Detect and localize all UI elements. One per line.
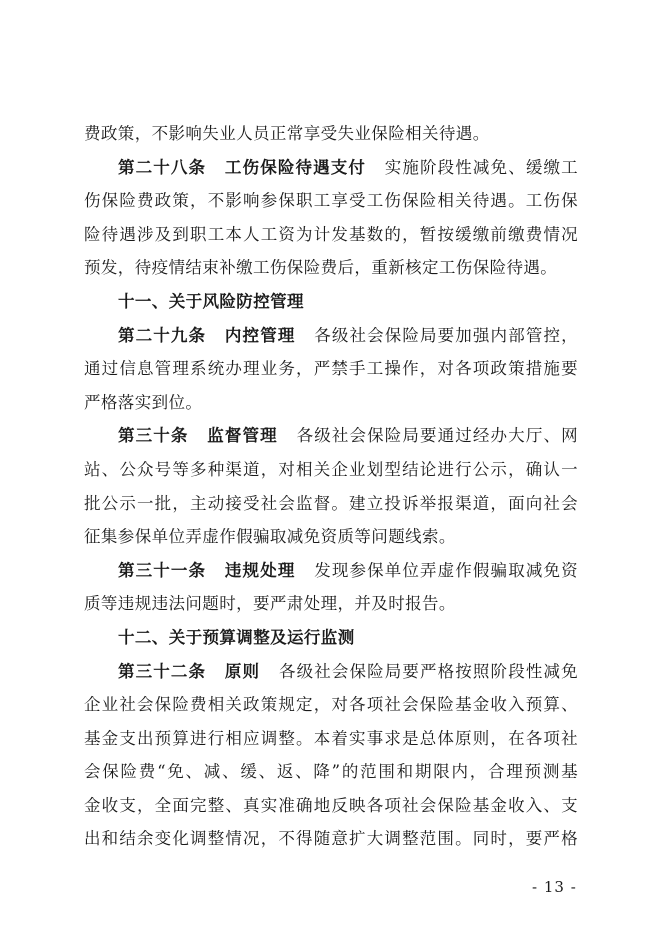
article-subtitle: 监督管理 xyxy=(206,426,278,446)
paragraph-line xyxy=(84,218,578,252)
paragraph-text: 基金支出预算进行相应调整。本着实事求是总体原则，在各项社 xyxy=(84,728,578,748)
article-text: 发现参保单位弄虚作假骗取减免资 xyxy=(313,560,579,580)
paragraph-line xyxy=(84,487,578,521)
paragraph-text: 严格落实到位。 xyxy=(84,392,203,412)
paragraph-line xyxy=(84,117,578,151)
document-body xyxy=(84,117,578,856)
paragraph-text: 伤保险费政策，不影响参保职工享受工伤保险相关待遇。工伤保 xyxy=(84,191,578,211)
paragraph-line xyxy=(84,722,578,756)
article-text: 各级社会保险局要严格按照阶段性减免 xyxy=(278,661,578,681)
paragraph-line xyxy=(84,688,578,722)
paragraph-text: 险待遇涉及到职工本人工资为计发基数的，暂按缓缴前缴费情况 xyxy=(84,224,578,244)
paragraph-text: 预发，待疫情结束补缴工伤保险费后，重新核定工伤保险待遇。 xyxy=(84,258,558,278)
paragraph-text: 出和结余变化调整情况，不得随意扩大调整范围。同时，要严格 xyxy=(84,829,578,849)
paragraph-text: 批公示一批，主动接受社会监督。建立投诉举报渠道，面向社会 xyxy=(84,493,578,513)
paragraph-text: 企业社会保险费相关政策规定，对各项社会保险基金收入预算、 xyxy=(84,695,578,715)
article-text: 各级社会保险局要通过经办大厅、网 xyxy=(295,426,578,446)
article-line xyxy=(84,151,578,185)
paragraph-text: 费政策，不影响失业人员正常享受失业保险相关待遇。 xyxy=(84,124,490,143)
section-heading-text: 十二、关于预算调整及运行监测 xyxy=(118,627,355,647)
article-number: 第三十条 xyxy=(118,426,189,446)
article-number: 第三十二条 xyxy=(118,661,207,681)
paragraph-line xyxy=(84,352,578,386)
paragraph-line xyxy=(84,587,578,621)
article-number: 第二十八条 xyxy=(118,157,207,177)
paragraph-line xyxy=(84,386,578,420)
article-subtitle: 内控管理 xyxy=(224,325,296,345)
paragraph-text: 站、公众号等多种渠道，对相关企业划型结论进行公示，确认一 xyxy=(84,459,578,479)
paragraph-line xyxy=(84,755,578,789)
article-line xyxy=(84,655,578,689)
article-line xyxy=(84,419,578,453)
section-heading xyxy=(84,621,578,655)
paragraph-line xyxy=(84,822,578,856)
article-subtitle: 违规处理 xyxy=(224,560,296,580)
paragraph-text: 质等违规违法问题时，要严肃处理，并及时报告。 xyxy=(84,594,456,614)
paragraph-text: 通过信息管理系统办理业务，严禁手工操作，对各项政策措施要 xyxy=(84,359,578,379)
article-number: 第二十九条 xyxy=(118,325,207,345)
section-heading xyxy=(84,285,578,319)
paragraph-text: 金收支，全面完整、真实准确地反映各项社会保险基金收入、支 xyxy=(84,795,578,815)
paragraph-text: 会保险费“免、减、缓、返、降”的范围和期限内，合理预测基 xyxy=(84,762,578,782)
article-number: 第三十一条 xyxy=(118,560,207,580)
paragraph-line xyxy=(84,251,578,285)
paragraph-line xyxy=(84,453,578,487)
paragraph-line xyxy=(84,184,578,218)
paragraph-line xyxy=(84,520,578,554)
page-number: - 13 - xyxy=(532,878,577,896)
section-heading-text: 十一、关于风险防控管理 xyxy=(118,291,304,311)
paragraph-line xyxy=(84,789,578,823)
article-text: 各级社会保险局要加强内部管控， xyxy=(313,325,579,345)
article-subtitle: 原则 xyxy=(224,661,261,681)
paragraph-text: 征集参保单位弄虚作假骗取减免资质等问题线索。 xyxy=(84,527,456,547)
article-subtitle: 工伤保险待遇支付 xyxy=(224,157,367,177)
article-line xyxy=(84,554,578,588)
article-text: 实施阶段性减免、缓缴工 xyxy=(384,157,579,177)
article-line xyxy=(84,319,578,353)
